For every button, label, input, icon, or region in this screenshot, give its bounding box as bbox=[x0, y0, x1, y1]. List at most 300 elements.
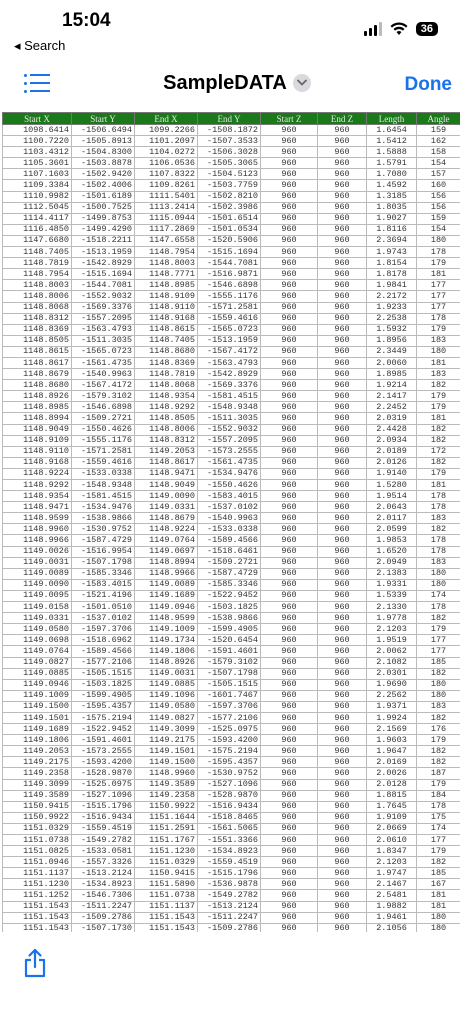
table-cell: -1530.9752 bbox=[72, 524, 135, 535]
table-cell: 960 bbox=[318, 879, 367, 890]
table-cell: 2.1569 bbox=[367, 724, 417, 735]
table-cell: 1148.9966 bbox=[135, 568, 198, 579]
table-cell: 1150.9415 bbox=[3, 801, 72, 812]
table-cell: 1.8178 bbox=[367, 269, 417, 280]
table-cell: 960 bbox=[318, 435, 367, 446]
table-cell: -1533.0338 bbox=[72, 468, 135, 479]
table-cell: 1.5932 bbox=[367, 324, 417, 335]
table-cell: -1509.2786 bbox=[72, 912, 135, 923]
table-cell: 960 bbox=[261, 235, 318, 246]
table-cell: 960 bbox=[318, 147, 367, 158]
table-cell: -1559.4519 bbox=[198, 857, 261, 868]
table-row bbox=[3, 746, 461, 757]
table-cell: 960 bbox=[261, 313, 318, 324]
table-cell: 1.9461 bbox=[367, 912, 417, 923]
table-cell: 177 bbox=[417, 291, 461, 302]
table-cell: 1148.8679 bbox=[135, 513, 198, 524]
table-cell: 181 bbox=[417, 269, 461, 280]
table-cell: -1599.4905 bbox=[198, 624, 261, 635]
column-header: Start Z bbox=[261, 113, 318, 125]
table-cell: 1116.4850 bbox=[3, 224, 72, 235]
table-cell: 1105.3601 bbox=[3, 158, 72, 169]
table-row bbox=[3, 235, 461, 246]
table-row bbox=[3, 879, 461, 890]
table-cell: 1148.9292 bbox=[135, 402, 198, 413]
table-cell: 1149.1689 bbox=[135, 590, 198, 601]
table-cell: 960 bbox=[261, 136, 318, 147]
table-cell: -1501.0534 bbox=[198, 224, 261, 235]
table-row bbox=[3, 724, 461, 735]
table-cell: 178 bbox=[417, 602, 461, 613]
table-cell: -1563.4793 bbox=[198, 357, 261, 368]
table-cell: 960 bbox=[261, 635, 318, 646]
table-cell: 960 bbox=[261, 213, 318, 224]
table-cell: 179 bbox=[417, 624, 461, 635]
table-cell: 1148.9471 bbox=[135, 468, 198, 479]
table-cell: 1148.7819 bbox=[3, 258, 72, 269]
table-cell: -1581.4515 bbox=[198, 391, 261, 402]
column-header: End X bbox=[135, 113, 198, 125]
table-cell: 178 bbox=[417, 502, 461, 513]
table-cell: 960 bbox=[261, 280, 318, 291]
table-cell: 183 bbox=[417, 557, 461, 568]
table-cell: 960 bbox=[261, 357, 318, 368]
table-cell: 2.1203 bbox=[367, 857, 417, 868]
table-cell: 960 bbox=[318, 369, 367, 380]
table-cell: 179 bbox=[417, 846, 461, 857]
table-cell: -1537.0102 bbox=[198, 502, 261, 513]
table-cell: 960 bbox=[318, 502, 367, 513]
table-cell: 2.0117 bbox=[367, 513, 417, 524]
table-cell: 960 bbox=[261, 180, 318, 191]
table-cell: 179 bbox=[417, 779, 461, 790]
table-cell: 960 bbox=[261, 546, 318, 557]
table-cell: -1575.2194 bbox=[72, 712, 135, 723]
table-cell: 2.2172 bbox=[367, 291, 417, 302]
table-row bbox=[3, 735, 461, 746]
table-cell: 960 bbox=[261, 757, 318, 768]
table-cell: -1561.4735 bbox=[72, 357, 135, 368]
table-cell: 1111.5401 bbox=[135, 191, 198, 202]
table-cell: 960 bbox=[318, 180, 367, 191]
table-row bbox=[3, 557, 461, 568]
table-row bbox=[3, 491, 461, 502]
table-cell: 1148.9354 bbox=[135, 391, 198, 402]
table-cell: 960 bbox=[318, 835, 367, 846]
table-cell: -1595.4357 bbox=[72, 701, 135, 712]
table-cell: 1148.8505 bbox=[135, 413, 198, 424]
table-cell: 960 bbox=[261, 335, 318, 346]
table-cell: 960 bbox=[318, 912, 367, 923]
table-cell: 960 bbox=[318, 513, 367, 524]
table-cell: 1148.8994 bbox=[3, 413, 72, 424]
table-row bbox=[3, 324, 461, 335]
table-cell: -1503.8878 bbox=[72, 158, 135, 169]
table-cell: -1557.2095 bbox=[72, 313, 135, 324]
table-row bbox=[3, 468, 461, 479]
table-cell: 182 bbox=[417, 435, 461, 446]
table-cell: 1149.2175 bbox=[3, 757, 72, 768]
table-cell: 1149.0331 bbox=[135, 502, 198, 513]
table-cell: -1516.9871 bbox=[198, 269, 261, 280]
table-cell: -1511.3035 bbox=[198, 413, 261, 424]
table-cell: -1499.4290 bbox=[72, 224, 135, 235]
table-cell: -1509.2786 bbox=[198, 923, 261, 932]
table-cell: -1515.1694 bbox=[72, 269, 135, 280]
table-cell: 960 bbox=[261, 602, 318, 613]
table-cell: 960 bbox=[261, 613, 318, 624]
table-cell: 1148.8615 bbox=[3, 346, 72, 357]
table-cell: 960 bbox=[318, 224, 367, 235]
table-cell: 960 bbox=[318, 535, 367, 546]
table-cell: -1506.3028 bbox=[198, 147, 261, 158]
table-cell: -1569.3376 bbox=[198, 380, 261, 391]
table-cell: 1149.0764 bbox=[3, 646, 72, 657]
table-cell: 1148.8985 bbox=[135, 280, 198, 291]
table-cell: 1099.2266 bbox=[135, 125, 198, 136]
table-cell: 1103.4312 bbox=[3, 147, 72, 158]
table-cell: 1149.1501 bbox=[135, 746, 198, 757]
table-cell: 960 bbox=[261, 790, 318, 801]
table-cell: 1149.0089 bbox=[3, 568, 72, 579]
table-cell: 960 bbox=[261, 679, 318, 690]
table-cell: 1148.9354 bbox=[3, 491, 72, 502]
table-cell: 1109.8261 bbox=[135, 180, 198, 191]
table-cell: -1534.8923 bbox=[72, 879, 135, 890]
table-cell: 960 bbox=[318, 768, 367, 779]
table-cell: 960 bbox=[261, 468, 318, 479]
table-cell: 1151.1543 bbox=[3, 923, 72, 932]
table-cell: 2.0126 bbox=[367, 457, 417, 468]
table-cell: -1591.4601 bbox=[72, 735, 135, 746]
table-cell: -1534.9476 bbox=[72, 502, 135, 513]
table-cell: 2.0062 bbox=[367, 646, 417, 657]
table-cell: 178 bbox=[417, 546, 461, 557]
table-cell: -1502.4006 bbox=[72, 180, 135, 191]
table-cell: 1098.6414 bbox=[3, 125, 72, 136]
table-cell: 180 bbox=[417, 690, 461, 701]
table-cell: -1502.3986 bbox=[198, 202, 261, 213]
column-header: Start Y bbox=[72, 113, 135, 125]
table-cell: 960 bbox=[261, 202, 318, 213]
table-cell: 2.1056 bbox=[367, 923, 417, 932]
table-cell: 960 bbox=[261, 324, 318, 335]
table-cell: 180 bbox=[417, 346, 461, 357]
table-cell: 167 bbox=[417, 879, 461, 890]
table-cell: 177 bbox=[417, 835, 461, 846]
table-cell: 158 bbox=[417, 147, 461, 158]
table-row bbox=[3, 890, 461, 901]
table-cell: 185 bbox=[417, 868, 461, 879]
table-cell: -1511.2247 bbox=[72, 901, 135, 912]
table-cell: -1504.8300 bbox=[72, 147, 135, 158]
table-cell: 1151.0329 bbox=[135, 857, 198, 868]
table-cell: 1.7080 bbox=[367, 169, 417, 180]
table-cell: -1565.0723 bbox=[198, 324, 261, 335]
table-row bbox=[3, 823, 461, 834]
title-menu[interactable] bbox=[0, 72, 474, 95]
table-cell: 183 bbox=[417, 701, 461, 712]
table-cell: 960 bbox=[261, 690, 318, 701]
table-cell: 960 bbox=[261, 502, 318, 513]
table-cell: 960 bbox=[261, 579, 318, 590]
table-cell: -1530.9752 bbox=[198, 768, 261, 779]
table-row bbox=[3, 435, 461, 446]
table-cell: -1513.1959 bbox=[198, 335, 261, 346]
table-row bbox=[3, 624, 461, 635]
table-cell: -1537.0102 bbox=[72, 613, 135, 624]
table-cell: 960 bbox=[261, 590, 318, 601]
table-cell: 1148.7954 bbox=[3, 269, 72, 280]
table-cell: 179 bbox=[417, 258, 461, 269]
table-cell: 1148.8006 bbox=[3, 291, 72, 302]
table-cell: 177 bbox=[417, 646, 461, 657]
table-cell: 960 bbox=[261, 812, 318, 823]
table-cell: 960 bbox=[318, 258, 367, 269]
table-cell: -1585.3346 bbox=[72, 568, 135, 579]
table-cell: 159 bbox=[417, 125, 461, 136]
table-row bbox=[3, 757, 461, 768]
table-cell: 1.6520 bbox=[367, 546, 417, 557]
table-cell: 2.2452 bbox=[367, 402, 417, 413]
table-cell: 1149.3099 bbox=[135, 724, 198, 735]
status-bar bbox=[0, 0, 474, 56]
table-cell: 1149.0090 bbox=[135, 491, 198, 502]
table-cell: -1573.2555 bbox=[198, 446, 261, 457]
table-cell: -1503.1825 bbox=[198, 602, 261, 613]
table-row bbox=[3, 912, 461, 923]
table-cell: -1601.7467 bbox=[198, 690, 261, 701]
table-cell: 960 bbox=[261, 158, 318, 169]
table-cell: 1148.9109 bbox=[135, 291, 198, 302]
table-row bbox=[3, 846, 461, 857]
table-row bbox=[3, 535, 461, 546]
table-row bbox=[3, 546, 461, 557]
table-cell: -1513.2124 bbox=[72, 868, 135, 879]
table-cell: 156 bbox=[417, 202, 461, 213]
table-cell: 180 bbox=[417, 579, 461, 590]
table-cell: 960 bbox=[261, 480, 318, 491]
table-cell: -1548.9348 bbox=[198, 402, 261, 413]
table-cell: 960 bbox=[318, 613, 367, 624]
table-cell: 1149.0885 bbox=[3, 668, 72, 679]
table-cell: -1550.4626 bbox=[198, 480, 261, 491]
table-cell: 1149.2358 bbox=[135, 790, 198, 801]
table-cell: -1534.8923 bbox=[198, 846, 261, 857]
table-row bbox=[3, 224, 461, 235]
table-cell: 960 bbox=[318, 679, 367, 690]
table-cell: 177 bbox=[417, 635, 461, 646]
table-cell: 154 bbox=[417, 224, 461, 235]
table-cell: 2.1203 bbox=[367, 624, 417, 635]
table-cell: 1.9747 bbox=[367, 868, 417, 879]
table-cell: 180 bbox=[417, 912, 461, 923]
table-cell: -1555.1176 bbox=[198, 291, 261, 302]
table-cell: -1501.6189 bbox=[72, 191, 135, 202]
table-row bbox=[3, 169, 461, 180]
table-cell: 1.9514 bbox=[367, 491, 417, 502]
table-row bbox=[3, 668, 461, 679]
table-row bbox=[3, 346, 461, 357]
table-cell: 960 bbox=[261, 125, 318, 136]
table-cell: 960 bbox=[318, 735, 367, 746]
table-row bbox=[3, 291, 461, 302]
table-cell: 960 bbox=[261, 746, 318, 757]
table-row bbox=[3, 313, 461, 324]
table-cell: 960 bbox=[318, 191, 367, 202]
table-row bbox=[3, 446, 461, 457]
table-cell: -1525.0975 bbox=[198, 724, 261, 735]
table-cell: 2.0169 bbox=[367, 757, 417, 768]
table-cell: 960 bbox=[318, 202, 367, 213]
back-to-search-link[interactable]: ◂ Search bbox=[14, 38, 66, 53]
table-cell: 960 bbox=[261, 369, 318, 380]
table-row bbox=[3, 613, 461, 624]
table-cell: 1149.3589 bbox=[3, 790, 72, 801]
table-cell: 960 bbox=[261, 169, 318, 180]
table-cell: 960 bbox=[261, 424, 318, 435]
table-cell: 960 bbox=[261, 735, 318, 746]
table-cell: 1148.8369 bbox=[135, 357, 198, 368]
table-cell: 960 bbox=[318, 546, 367, 557]
table-cell: 1148.8003 bbox=[135, 258, 198, 269]
table-cell: -1533.0581 bbox=[72, 846, 135, 857]
table-cell: 1151.1230 bbox=[135, 846, 198, 857]
table-cell: 960 bbox=[318, 624, 367, 635]
table-cell: 960 bbox=[261, 247, 318, 258]
table-cell: 1149.0089 bbox=[135, 579, 198, 590]
table-row bbox=[3, 923, 461, 932]
table-row bbox=[3, 191, 461, 202]
table-cell: 1148.9292 bbox=[3, 480, 72, 491]
table-row bbox=[3, 801, 461, 812]
table-cell: -1508.1872 bbox=[198, 125, 261, 136]
table-cell: 1.8956 bbox=[367, 335, 417, 346]
table-cell: 1115.0944 bbox=[135, 213, 198, 224]
table-cell: -1540.9963 bbox=[198, 513, 261, 524]
table-cell: 960 bbox=[318, 413, 367, 424]
table-cell: 187 bbox=[417, 768, 461, 779]
table-cell: 1100.7220 bbox=[3, 136, 72, 147]
table-cell: 1148.8617 bbox=[135, 457, 198, 468]
table-cell: 1107.8322 bbox=[135, 169, 198, 180]
table-cell: 960 bbox=[318, 657, 367, 668]
table-cell: 960 bbox=[318, 324, 367, 335]
table-cell: 182 bbox=[417, 380, 461, 391]
table-cell: -1527.1096 bbox=[72, 790, 135, 801]
table-cell: -1577.2106 bbox=[72, 657, 135, 668]
table-cell: -1511.3035 bbox=[72, 335, 135, 346]
table-cell: -1506.6494 bbox=[72, 125, 135, 136]
table-cell: -1538.9866 bbox=[72, 513, 135, 524]
table-cell: 960 bbox=[318, 402, 367, 413]
table-cell: 1150.9415 bbox=[135, 868, 198, 879]
table-cell: -1536.9878 bbox=[198, 879, 261, 890]
table-cell: 1149.0090 bbox=[3, 579, 72, 590]
table-cell: 960 bbox=[261, 191, 318, 202]
table-cell: 1148.8994 bbox=[135, 557, 198, 568]
table-cell: -1542.8929 bbox=[198, 369, 261, 380]
table-cell: -1528.9870 bbox=[198, 790, 261, 801]
table-cell: 1148.9599 bbox=[135, 613, 198, 624]
table-cell: -1505.1515 bbox=[72, 668, 135, 679]
table-cell: 960 bbox=[318, 757, 367, 768]
table-row bbox=[3, 258, 461, 269]
table-cell: 1149.2053 bbox=[3, 746, 72, 757]
table-cell: -1573.2555 bbox=[72, 746, 135, 757]
table-cell: -1534.9476 bbox=[198, 468, 261, 479]
table-cell: 960 bbox=[261, 391, 318, 402]
table-header-row bbox=[3, 113, 461, 125]
table-cell: 1151.0738 bbox=[135, 890, 198, 901]
table-cell: 960 bbox=[261, 823, 318, 834]
table-cell: 1149.1500 bbox=[135, 757, 198, 768]
table-cell: 960 bbox=[318, 557, 367, 568]
table-cell: 960 bbox=[261, 435, 318, 446]
table-cell: -1549.2782 bbox=[72, 835, 135, 846]
table-cell: 1.9841 bbox=[367, 280, 417, 291]
table-cell: 960 bbox=[261, 258, 318, 269]
table-cell: -1559.4616 bbox=[72, 457, 135, 468]
table-cell: -1565.0723 bbox=[72, 346, 135, 357]
table-cell: -1546.6898 bbox=[198, 280, 261, 291]
table-cell: 174 bbox=[417, 590, 461, 601]
table-cell: 960 bbox=[318, 235, 367, 246]
table-cell: 1148.9049 bbox=[135, 480, 198, 491]
table-cell: 180 bbox=[417, 679, 461, 690]
table-cell: -1515.1796 bbox=[72, 801, 135, 812]
table-cell: 960 bbox=[261, 346, 318, 357]
table-cell: -1597.3706 bbox=[72, 624, 135, 635]
table-cell: 960 bbox=[318, 590, 367, 601]
table-cell: 960 bbox=[261, 901, 318, 912]
table-row bbox=[3, 579, 461, 590]
table-cell: 960 bbox=[318, 846, 367, 857]
table-cell: 960 bbox=[261, 224, 318, 235]
table-cell: 960 bbox=[261, 724, 318, 735]
table-row bbox=[3, 690, 461, 701]
table-row bbox=[3, 768, 461, 779]
table-cell: -1567.4172 bbox=[72, 380, 135, 391]
table-cell: -1552.9032 bbox=[198, 424, 261, 435]
table-cell: -1559.4519 bbox=[72, 823, 135, 834]
table-cell: 1148.7405 bbox=[135, 335, 198, 346]
share-icon[interactable] bbox=[22, 948, 48, 978]
table-cell: 960 bbox=[318, 635, 367, 646]
table-cell: -1507.1798 bbox=[198, 668, 261, 679]
table-cell: 1151.5890 bbox=[135, 879, 198, 890]
table-cell: 960 bbox=[318, 690, 367, 701]
table-cell: 960 bbox=[261, 846, 318, 857]
table-cell: 1148.7819 bbox=[135, 369, 198, 380]
table-cell: 960 bbox=[261, 513, 318, 524]
table-cell: 960 bbox=[318, 302, 367, 313]
done-button[interactable]: Done bbox=[404, 74, 452, 95]
table-cell: -1546.6898 bbox=[72, 402, 135, 413]
table-cell: 183 bbox=[417, 513, 461, 524]
table-cell: -1555.1176 bbox=[72, 435, 135, 446]
table-row bbox=[3, 180, 461, 191]
table-cell: 960 bbox=[318, 346, 367, 357]
table-cell: -1522.9452 bbox=[198, 590, 261, 601]
table-cell: 1148.8312 bbox=[135, 435, 198, 446]
table-cell: 1149.0946 bbox=[3, 679, 72, 690]
cellular-signal-icon bbox=[364, 22, 382, 36]
table-cell: 2.0934 bbox=[367, 435, 417, 446]
chevron-down-icon bbox=[293, 74, 311, 92]
data-table-container[interactable] bbox=[2, 112, 460, 932]
table-row bbox=[3, 147, 461, 158]
